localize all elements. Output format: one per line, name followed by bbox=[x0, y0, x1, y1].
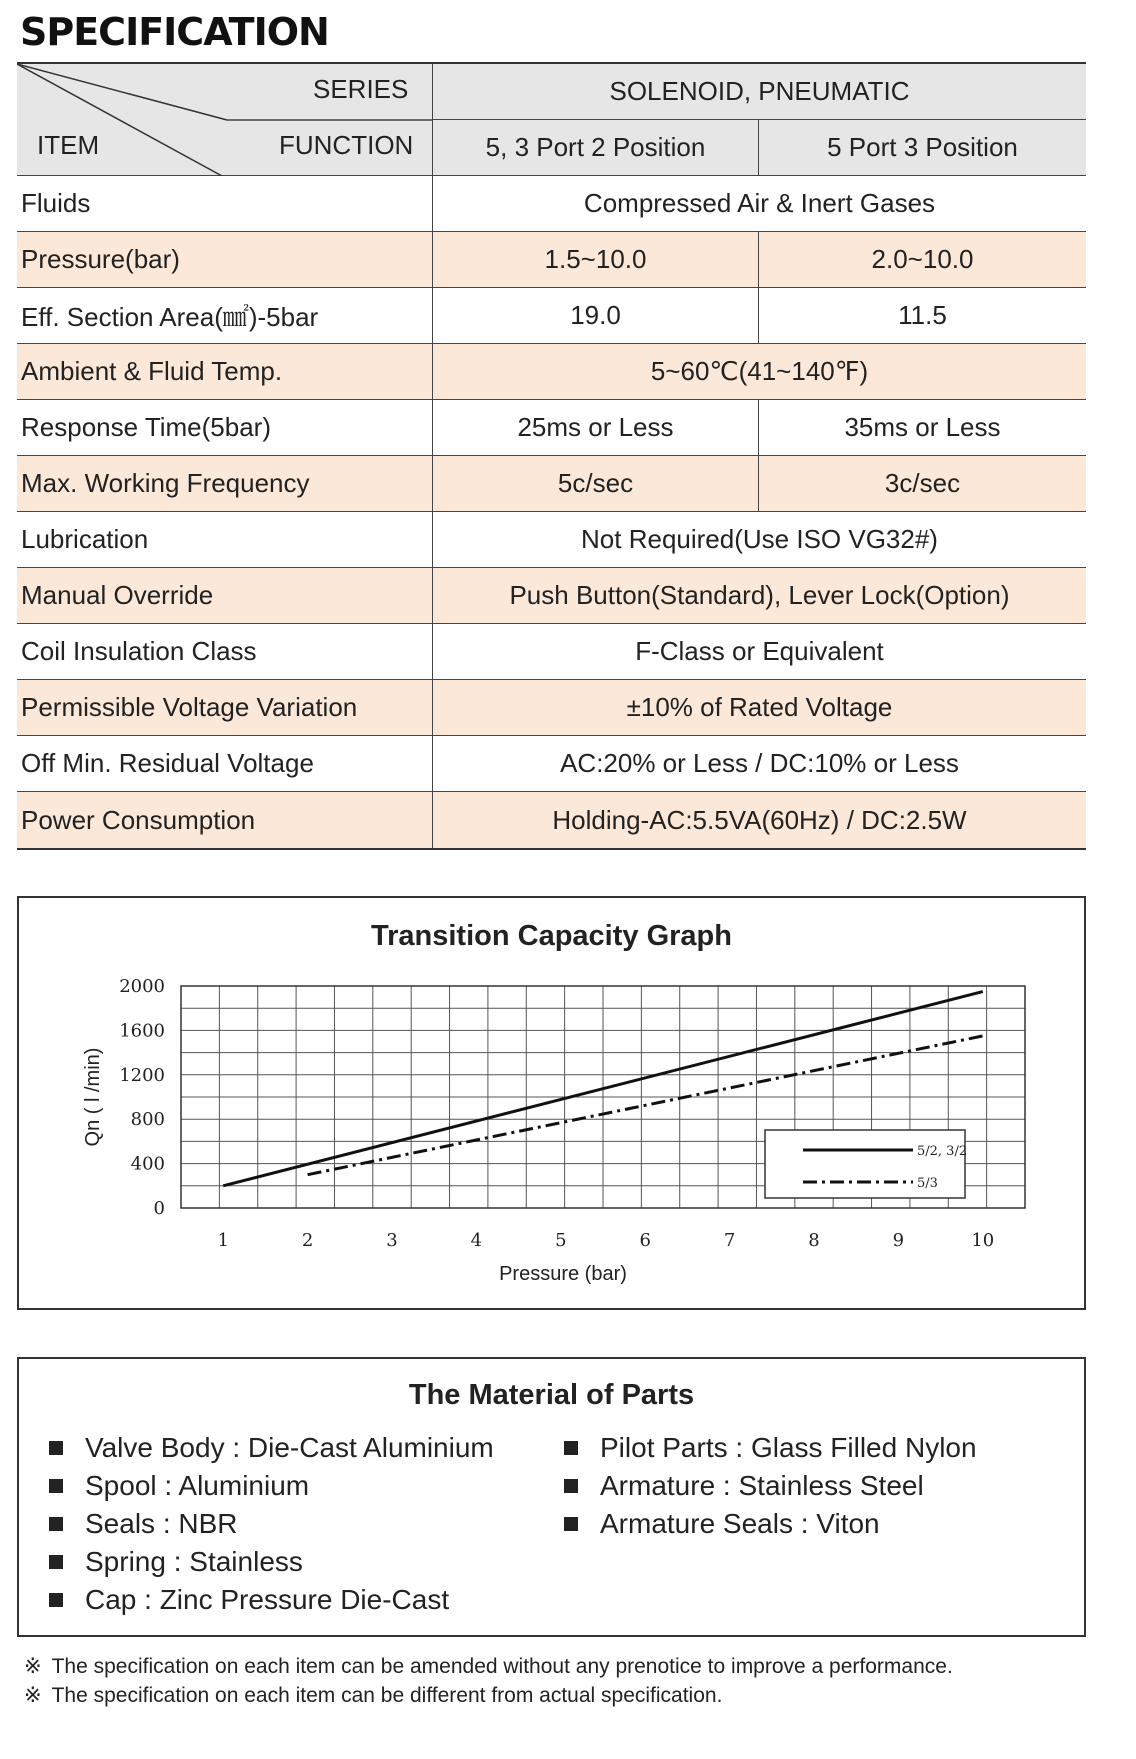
row-item: Coil Insulation Class bbox=[17, 624, 433, 679]
footnote-text: The specification on each item can be different from actual specification. bbox=[51, 1683, 723, 1707]
series-label: SERIES bbox=[313, 74, 409, 104]
x-tick-label: 7 bbox=[723, 1230, 736, 1251]
table-row bbox=[17, 232, 1086, 288]
table-row bbox=[17, 288, 1086, 344]
table-row bbox=[17, 400, 1086, 456]
x-tick-label: 5 bbox=[555, 1230, 567, 1251]
material-item bbox=[49, 1581, 494, 1619]
materials-panel bbox=[17, 1357, 1086, 1637]
footnotes bbox=[24, 1652, 953, 1710]
row-value: Holding-AC:5.5VA(60Hz) / DC:2.5W bbox=[552, 804, 967, 835]
row-item: Permissible Voltage Variation bbox=[17, 680, 433, 735]
square-bullet-icon bbox=[49, 1441, 63, 1455]
row-item: Pressure(bar) bbox=[17, 232, 433, 287]
reference-mark-icon: ※ bbox=[24, 1684, 42, 1707]
header-right bbox=[433, 64, 1086, 175]
row-item: Power Consumption bbox=[17, 792, 433, 848]
table-row bbox=[17, 344, 1086, 400]
square-bullet-icon bbox=[49, 1517, 63, 1531]
material-item bbox=[49, 1467, 494, 1505]
y-tick-label: 1200 bbox=[119, 1064, 165, 1086]
square-bullet-icon bbox=[564, 1479, 578, 1493]
row-value: 5~60℃(41~140℉) bbox=[650, 356, 869, 386]
row-value: AC:20% or Less / DC:10% or Less bbox=[560, 748, 959, 778]
spec-table bbox=[17, 62, 1086, 850]
chart-panel bbox=[17, 896, 1086, 1310]
square-bullet-icon bbox=[49, 1593, 63, 1607]
row-item: Lubrication bbox=[17, 512, 433, 567]
materials-title: The Material of Parts bbox=[408, 1379, 695, 1411]
chart-title: Transition Capacity Graph bbox=[371, 920, 732, 952]
spec-header bbox=[17, 64, 1086, 176]
row-value-a: 19.0 bbox=[433, 288, 759, 343]
square-bullet-icon bbox=[49, 1479, 63, 1493]
y-tick-label: 400 bbox=[130, 1153, 165, 1175]
materials-left-column bbox=[49, 1429, 494, 1619]
series-value: SOLENOID, PNEUMATIC bbox=[433, 64, 1086, 120]
table-row bbox=[17, 624, 1086, 680]
col-header-a: 5, 3 Port 2 Position bbox=[433, 120, 759, 176]
item-label: ITEM bbox=[37, 130, 100, 160]
x-tick-label: 4 bbox=[470, 1230, 483, 1251]
col-header-b: 5 Port 3 Position bbox=[827, 131, 1018, 162]
row-item: Manual Override bbox=[17, 568, 433, 623]
legend-label: 5/3 bbox=[917, 1176, 938, 1191]
row-value-a: 25ms or Less bbox=[433, 400, 759, 455]
table-row bbox=[17, 680, 1086, 736]
material-text: Pilot Parts : Glass Filled Nylon bbox=[600, 1432, 977, 1463]
material-text: Spool : Aluminium bbox=[85, 1470, 310, 1501]
transition-capacity-chart bbox=[19, 898, 1088, 1312]
table-row bbox=[17, 568, 1086, 624]
table-row bbox=[17, 512, 1086, 568]
footnote bbox=[24, 1652, 953, 1681]
x-tick-label: 8 bbox=[808, 1230, 820, 1251]
row-value: Not Required(Use ISO VG32#) bbox=[581, 524, 938, 554]
row-value-a: 1.5~10.0 bbox=[433, 232, 759, 287]
square-bullet-icon bbox=[564, 1441, 578, 1455]
row-value: F-Class or Equivalent bbox=[635, 636, 884, 666]
x-axis-label: Pressure (bar) bbox=[499, 1263, 627, 1285]
material-text: Cap : Zinc Pressure Die-Cast bbox=[85, 1584, 450, 1615]
row-value: Push Button(Standard), Lever Lock(Option) bbox=[509, 580, 1010, 610]
y-tick-label: 800 bbox=[130, 1109, 165, 1131]
y-axis-label: Qn ( l /min) bbox=[82, 1047, 104, 1147]
table-row bbox=[17, 176, 1086, 232]
row-item: Eff. Section Area(㎟)-5bar bbox=[17, 288, 433, 343]
material-text: Seals : NBR bbox=[85, 1508, 238, 1539]
header-columns bbox=[433, 120, 1086, 176]
row-value: Compressed Air & Inert Gases bbox=[583, 188, 936, 218]
material-item bbox=[49, 1543, 494, 1581]
x-tick-label: 9 bbox=[892, 1230, 905, 1251]
table-row bbox=[17, 792, 1086, 848]
y-tick-label: 1600 bbox=[119, 1020, 165, 1042]
materials-right-column bbox=[564, 1429, 977, 1543]
row-value-b: 11.5 bbox=[898, 300, 947, 330]
material-item bbox=[564, 1467, 977, 1505]
x-tick-label: 6 bbox=[639, 1230, 651, 1251]
material-text: Valve Body : Die-Cast Aluminium bbox=[85, 1432, 494, 1463]
footnote bbox=[24, 1681, 953, 1710]
table-row bbox=[17, 456, 1086, 512]
material-item bbox=[564, 1505, 977, 1543]
y-tick-label: 2000 bbox=[119, 976, 165, 997]
footnote-text: The specification on each item can be amended without any prenotice to improve a performance. bbox=[51, 1654, 953, 1678]
row-item: Fluids bbox=[17, 176, 433, 231]
x-tick-label: 10 bbox=[971, 1230, 995, 1251]
spec-rows bbox=[17, 176, 1086, 848]
material-item bbox=[564, 1429, 977, 1467]
y-tick-label: 0 bbox=[153, 1198, 165, 1219]
header-corner bbox=[17, 64, 433, 176]
table-row bbox=[17, 736, 1086, 792]
row-value-a: 5c/sec bbox=[433, 456, 759, 511]
x-tick-label: 3 bbox=[386, 1230, 398, 1251]
row-value-b: 3c/sec bbox=[884, 468, 961, 498]
reference-mark-icon: ※ bbox=[24, 1655, 42, 1678]
row-value-b: 35ms or Less bbox=[844, 412, 1001, 442]
function-label: FUNCTION bbox=[279, 130, 414, 160]
row-item: Response Time(5bar) bbox=[17, 400, 433, 455]
x-tick-label: 2 bbox=[301, 1230, 314, 1251]
material-item bbox=[49, 1429, 494, 1467]
row-value-b: 2.0~10.0 bbox=[871, 244, 974, 274]
page-title: SPECIFICATION bbox=[20, 10, 329, 54]
material-text: Armature Seals : Viton bbox=[600, 1508, 880, 1539]
square-bullet-icon bbox=[564, 1517, 578, 1531]
x-tick-label: 1 bbox=[217, 1230, 229, 1251]
material-text: Armature : Stainless Steel bbox=[600, 1470, 924, 1501]
row-value: ±10% of Rated Voltage bbox=[626, 692, 893, 722]
square-bullet-icon bbox=[49, 1555, 63, 1569]
material-item bbox=[49, 1505, 494, 1543]
row-item: Off Min. Residual Voltage bbox=[17, 736, 433, 791]
row-item: Max. Working Frequency bbox=[17, 456, 433, 511]
legend-label: 5/2, 3/2 bbox=[917, 1144, 968, 1159]
material-text: Spring : Stainless bbox=[85, 1546, 303, 1577]
row-item: Ambient & Fluid Temp. bbox=[17, 344, 433, 399]
